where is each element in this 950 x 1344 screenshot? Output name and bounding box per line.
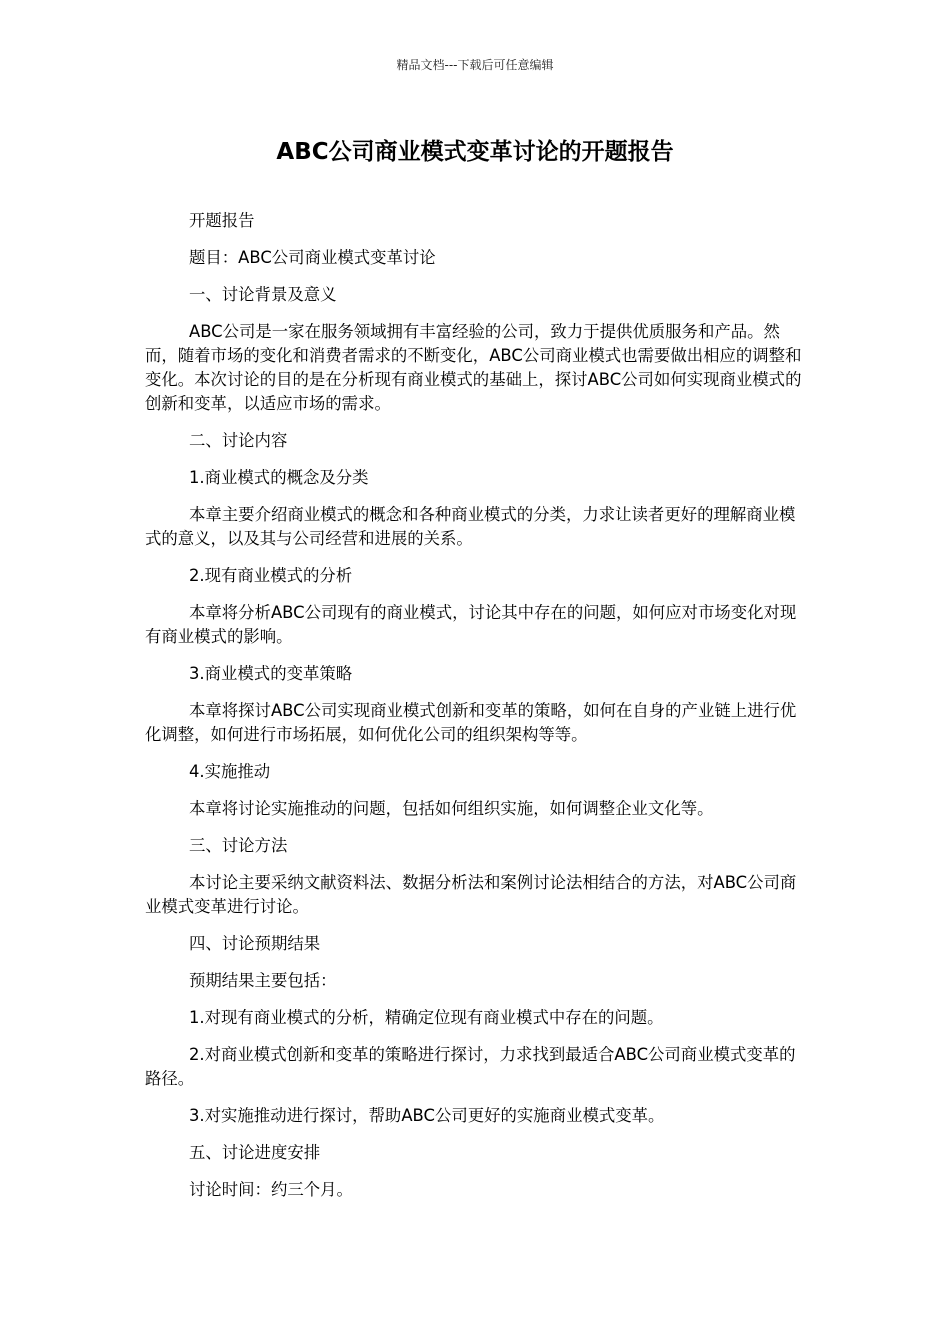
paragraph: 本讨论主要采纳文献资料法、数据分析法和案例讨论法相结合的方法，对ABC公司商业模式变革进行讨论。 (145, 873, 797, 916)
paragraph: 本章将分析ABC公司现有的商业模式，讨论其中存在的问题，如何应对市场变化对现有商业模式的影响。 (145, 603, 797, 646)
section-heading: 五、讨论进度安排 (189, 1143, 321, 1162)
section-heading: 二、讨论内容 (189, 431, 288, 450)
paragraph: 开题报告 (189, 211, 255, 230)
paragraph: 本章将讨论实施推动的问题，包括如何组织实施，如何调整企业文化等。 (189, 799, 714, 818)
section-heading: 一、讨论背景及意义 (189, 285, 337, 304)
section-heading: 四、讨论预期结果 (189, 934, 321, 953)
document-title: ABC公司商业模式变革讨论的开题报告 (276, 139, 674, 165)
list-item: 1.对现有商业模式的分析，精确定位现有商业模式中存在的问题。 (189, 1008, 664, 1027)
page-header: 精品文档---下载后可任意编辑 (396, 58, 554, 72)
paragraph: 本章将探讨ABC公司实现商业模式创新和变革的策略，如何在自身的产业链上进行优化调整，如何进行市场拓展，如何优化公司的组织架构等等。 (145, 701, 797, 744)
subsection-heading: 3.商业模式的变革策略 (189, 664, 353, 683)
paragraph: ABC公司是一家在服务领域拥有丰富经验的公司，致力于提供优质服务和产品。然而，随着市场的变化和消费者需求的不断变化，ABC公司商业模式也需要做出相应的调整和变化。本次讨论的目的是在分析现有商业模式的基础上，探讨ABC公司如何实现商业模式的创新和变革，以适应市场的需求。 (145, 322, 802, 413)
paragraph: 题目：ABC公司商业模式变革讨论 (189, 248, 436, 267)
section-heading: 三、讨论方法 (189, 836, 288, 855)
list-item: 2.对商业模式创新和变革的策略进行探讨，力求找到最适合ABC公司商业模式变革的路径。 (145, 1045, 796, 1088)
subsection-heading: 1.商业模式的概念及分类 (189, 468, 369, 487)
paragraph: 预期结果主要包括： (189, 971, 337, 990)
paragraph: 本章主要介绍商业模式的概念和各种商业模式的分类，力求让读者更好的理解商业模式的意义，以及其与公司经营和进展的关系。 (145, 505, 796, 548)
paragraph: 讨论时间：约三个月。 (189, 1180, 353, 1199)
subsection-heading: 2.现有商业模式的分析 (189, 566, 353, 585)
list-item: 3.对实施推动进行探讨，帮助ABC公司更好的实施商业模式变革。 (189, 1106, 665, 1125)
subsection-heading: 4.实施推动 (189, 762, 271, 781)
document-body (145, 209, 807, 1215)
